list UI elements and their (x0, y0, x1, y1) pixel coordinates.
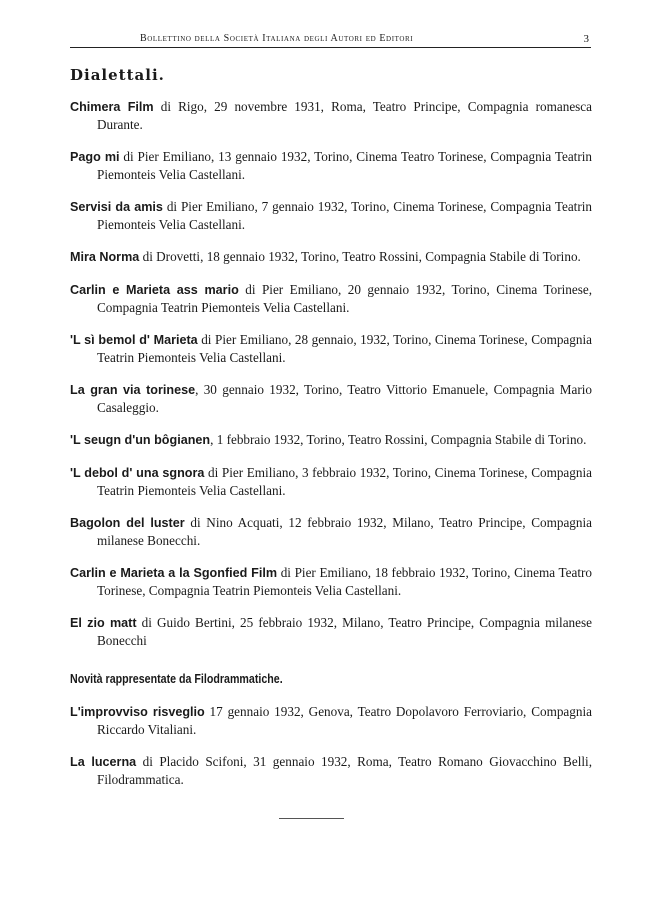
list-item (70, 381, 592, 416)
entry-details: di Placido Scifoni, 31 gennaio 1932, Roma, Teatro Romano Giovacchino Belli, Filodrammatica. (97, 754, 592, 787)
list-item (70, 148, 592, 183)
list-item (70, 703, 592, 738)
entry-details: di Pier Emiliano, 18 febbraio 1932, Torino, Cinema Teatro Torinese, Compagnia Teatrin Piemonteis Velia Castellani. (97, 565, 592, 598)
entry-details: di Pier Emiliano, 20 gennaio 1932, Torino, Cinema Torinese, Compagnia Teatrin Piemonteis Velia Castellani. (97, 282, 592, 315)
closing-divider (279, 818, 344, 819)
entry-title: L'improvviso risveglio (70, 705, 205, 719)
list-item (70, 331, 592, 366)
entry-title: Bagolon del luster (70, 516, 185, 530)
entry-title: La lucerna (70, 755, 137, 769)
section-title: Dialettali. (70, 66, 165, 84)
entry-details: , 1 febbraio 1932, Torino, Teatro Rossini, Compagnia Stabile di Torino. (210, 432, 587, 447)
entry-title: 'L seugn d'un bôgianen (70, 433, 211, 447)
entry-details: di Guido Bertini, 25 febbraio 1932, Milano, Teatro Principe, Compagnia milanese Bonecchi (97, 615, 592, 648)
entry-title: Carlin e Marieta ass mario (70, 283, 239, 297)
entry-details: di Pier Emiliano, 3 febbraio 1932, Torino, Cinema Torinese, Compagnia Teatrin Piemonteis Velia Castellani. (97, 465, 592, 498)
entries-list (70, 98, 592, 664)
list-item (70, 614, 592, 649)
list-item (70, 98, 592, 133)
entry-details: di Pier Emiliano, 28 gennaio, 1932, Torino, Cinema Torinese, Compagnia Teatrin Piemonteis Velia Castellani. (97, 332, 592, 365)
entry-title: Mira Norma (70, 250, 140, 264)
entry-details: , 30 gennaio 1932, Torino, Teatro Vittorio Emanuele, Compagnia Mario Casaleggio. (97, 382, 592, 415)
page-number: 3 (583, 33, 589, 45)
list-item (70, 464, 592, 499)
entry-title: Carlin e Marieta a la Sgonfied Film (70, 566, 278, 580)
entry-title: 'L sì bemol d' Marieta (70, 333, 198, 347)
list-item (70, 753, 592, 788)
list-item (70, 564, 592, 599)
subsection-title: Novità rappresentate da Filodrammatiche. (70, 671, 283, 686)
list-item (70, 514, 592, 549)
filodrammatiche-list (70, 703, 592, 803)
entry-title: Chimera Film (70, 100, 154, 114)
entry-title: La gran via torinese (70, 383, 196, 397)
list-item (70, 281, 592, 316)
entry-details: di Drovetti, 18 gennaio 1932, Torino, Teatro Rossini, Compagnia Stabile di Torino. (139, 249, 581, 264)
entry-details: di Rigo, 29 novembre 1931, Roma, Teatro Principe, Compagnia romanesca Durante. (97, 99, 593, 132)
entry-details: di Pier Emiliano, 13 gennaio 1932, Torino, Cinema Teatro Torinese, Compagnia Teatrin Piemonteis Velia Castellani. (97, 149, 592, 182)
running-header (70, 33, 591, 48)
entry-details: 17 gennaio 1932, Genova, Teatro Dopolavoro Ferroviario, Compagnia Riccardo Vitaliani. (97, 704, 592, 737)
entry-title: Servisi da amis (70, 200, 163, 214)
list-item (70, 431, 592, 449)
list-item (70, 198, 592, 233)
list-item (70, 248, 592, 266)
entry-title: El zio matt (70, 616, 137, 630)
entry-title: Pago mi (70, 150, 120, 164)
header-title: Bollettino della Società Italiana degli Autori ed Editori (140, 33, 414, 44)
entry-details: di Pier Emiliano, 7 gennaio 1932, Torino, Cinema Torinese, Compagnia Teatrin Piemonteis Velia Castellani. (97, 199, 592, 232)
entry-details: di Nino Acquati, 12 febbraio 1932, Milano, Teatro Principe, Compagnia milanese Bonecchi. (97, 515, 592, 548)
entry-title: 'L debol d' una sgnora (70, 466, 205, 480)
